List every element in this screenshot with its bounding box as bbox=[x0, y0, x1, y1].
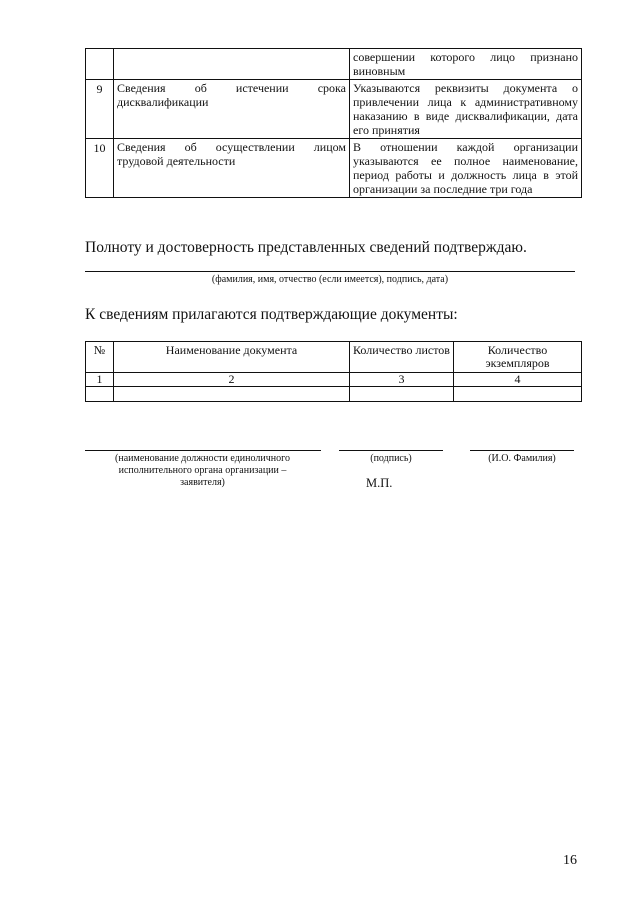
table-row bbox=[86, 373, 582, 387]
name-line bbox=[470, 450, 574, 451]
signature-line bbox=[339, 450, 443, 451]
row-name: Сведения об осуществлении лицом трудовой деятельности bbox=[114, 139, 350, 198]
table-cell bbox=[114, 387, 350, 402]
row-description: Указываются реквизиты документа о привлечении лица к административному наказанию в виде дисквалификации, дата его принятия bbox=[350, 80, 582, 139]
column-index: 3 bbox=[350, 373, 454, 387]
confirmation-text: Полноту и достоверность представленных сведений подтверждаю. bbox=[85, 239, 527, 256]
position-line bbox=[85, 450, 321, 451]
row-number: 10 bbox=[86, 139, 114, 198]
attachments-table bbox=[85, 341, 582, 402]
row-name bbox=[114, 49, 350, 80]
table-cell bbox=[454, 387, 582, 402]
position-caption: (наименование должности единоличного исполнительного органа организации – заявителя) bbox=[115, 453, 290, 488]
signature-caption: (подпись) bbox=[370, 453, 412, 464]
stamp-placeholder: М.П. bbox=[366, 476, 393, 490]
name-caption: (И.О. Фамилия) bbox=[488, 453, 556, 464]
column-header: Количество листов bbox=[350, 342, 454, 373]
table-cell bbox=[350, 387, 454, 402]
table-row bbox=[86, 80, 582, 139]
row-description: В отношении каждой организации указываются ее полное наименование, период работы и должность лица в этой организации за последние три года bbox=[350, 139, 582, 198]
row-name: Сведения об истечении срока дисквалификации bbox=[114, 80, 350, 139]
disqualification-info-table bbox=[85, 48, 582, 198]
column-header: № bbox=[86, 342, 114, 373]
row-description: совершении которого лицо признано виновным bbox=[350, 49, 582, 80]
confirmation-signature-line bbox=[85, 271, 575, 272]
table-row bbox=[86, 49, 582, 80]
column-header: Наименование документа bbox=[114, 342, 350, 373]
column-header: Количество экземпляров bbox=[454, 342, 582, 373]
column-index: 2 bbox=[114, 373, 350, 387]
table-header-row bbox=[86, 342, 582, 373]
table-row bbox=[86, 387, 582, 402]
page-number: 16 bbox=[563, 853, 577, 868]
row-number: 9 bbox=[86, 80, 114, 139]
column-index: 4 bbox=[454, 373, 582, 387]
attachments-title: К сведениям прилагаются подтверждающие документы: bbox=[85, 306, 458, 323]
confirmation-caption: (фамилия, имя, отчество (если имеется), подпись, дата) bbox=[211, 274, 449, 285]
table-cell bbox=[86, 387, 114, 402]
column-index: 1 bbox=[86, 373, 114, 387]
table-row bbox=[86, 139, 582, 198]
row-number bbox=[86, 49, 114, 80]
